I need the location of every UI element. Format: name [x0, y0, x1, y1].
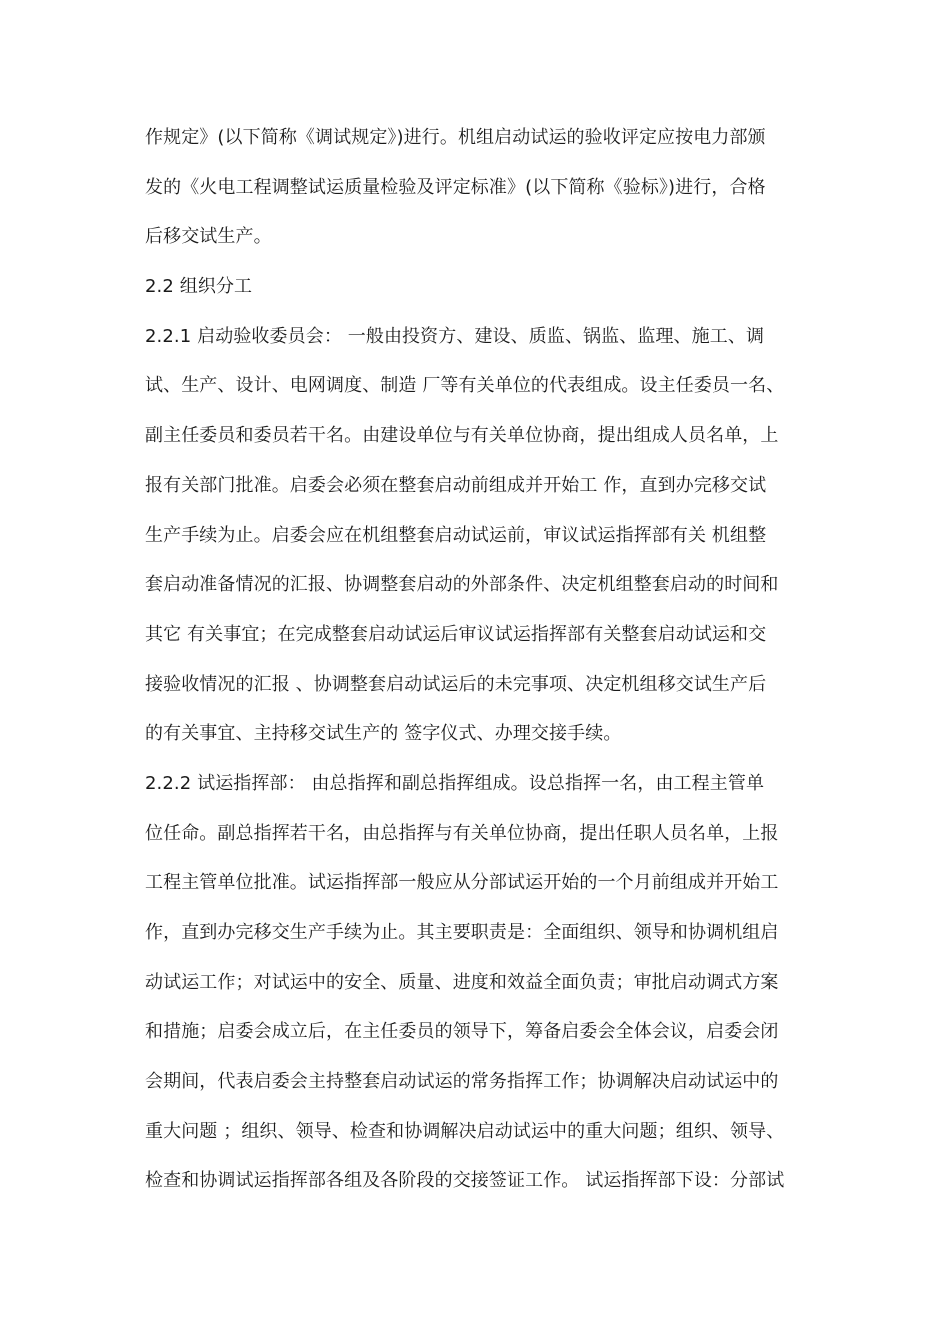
text-line: 重大问题 ；组织、领导、检查和协调解决启动试运中的重大问题；组织、领导、: [145, 1120, 785, 1142]
text-line: 2.2.1 启动验收委员会： 一般由投资方、建设、质监、锅监、监理、施工、调: [145, 325, 765, 347]
text-line: 会期间，代表启委会主持整套启动试运的常务指挥工作；协调解决启动试运中的: [145, 1071, 779, 1093]
document-body: [145, 117, 810, 1210]
text-line: 试、生产、设计、电网调度、制造 厂等有关单位的代表组成。设主任委员一名、: [145, 375, 785, 397]
text-line: 工程主管单位批准。试运指挥部一般应从分部试运开始的一个月前组成并开始工: [145, 872, 779, 894]
text-line: 生产手续为止。启委会应在机组整套启动试运前，审议试运指挥部有关 机组整: [145, 524, 767, 546]
text-line: 动试运工作；对试运中的安全、质量、进度和效益全面负责；审批启动调式方案: [145, 971, 779, 993]
text-line: 副主任委员和委员若干名。由建设单位与有关单位协商，提出组成人员名单，上: [145, 425, 779, 447]
text-line: 套启动准备情况的汇报、协调整套启动的外部条件、决定机组整套启动的时间和: [145, 574, 779, 596]
text-line: 发的《火电工程调整试运质量检验及评定标准》(以下简称《验标》)进行，合格: [145, 176, 766, 198]
text-line: 检查和协调试运指挥部各组及各阶段的交接签证工作。 试运指挥部下设：分部试: [145, 1170, 785, 1192]
text-line: 作规定》(以下简称《调试规定》)进行。机组启动试运的验收评定应按电力部颁: [145, 127, 766, 148]
text-line: 其它 有关事宜；在完成整套启动试运后审议试运指挥部有关整套启动试运和交: [145, 623, 767, 645]
text-line: 和措施；启委会成立后，在主任委员的领导下，筹备启委会全体会议，启委会闭: [145, 1021, 779, 1043]
section-heading: 2.2 组织分工: [145, 276, 253, 298]
text-line: 后移交试生产。: [145, 226, 272, 248]
text-line: 的有关事宜、主持移交试生产的 签字仪式、办理交接手续。: [145, 723, 622, 745]
text-line: 报有关部门批准。启委会必须在整套启动前组成并开始工 作，直到办完移交试: [145, 474, 767, 496]
text-line: 位任命。副总指挥若干名，由总指挥与有关单位协商，提出任职人员名单，上报: [145, 822, 779, 844]
text-line: 接验收情况的汇报 、协调整套启动试运后的未完事项、决定机组移交试生产后: [145, 673, 767, 695]
text-line: 作，直到办完移交生产手续为止。其主要职责是：全面组织、领导和协调机组启: [145, 922, 779, 943]
text-line: 2.2.2 试运指挥部： 由总指挥和副总指挥组成。设总指挥一名，由工程主管单: [145, 772, 765, 794]
